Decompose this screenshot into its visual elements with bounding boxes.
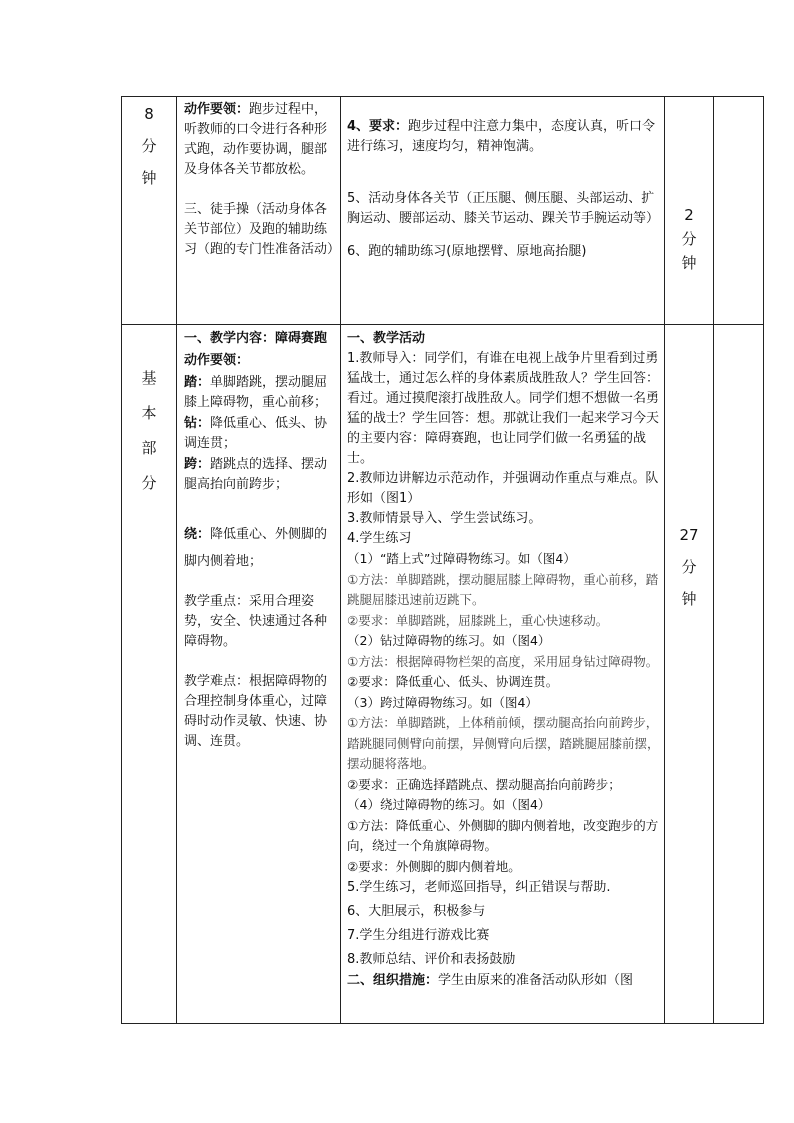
activity-line-16: ②要求：外侧脚的脚内侧着地。 <box>347 858 521 874</box>
activity-title: 一、教学活动 <box>347 331 426 346</box>
duration-27: 27 <box>679 526 699 544</box>
essentials-label: 动作要领： <box>184 353 250 368</box>
teaching-activity-cell <box>341 325 665 1024</box>
requirements-label: 4、要求： <box>347 119 409 134</box>
duration-cell <box>665 97 714 325</box>
step-zuan-text: 降低重心、低头、协调连贯； <box>184 416 328 451</box>
activity-line-5: （1）“踏上式”过障碍物练习。如（图4） <box>347 551 576 566</box>
step-ta-label: 踏： <box>184 375 211 390</box>
step-rao <box>184 521 335 575</box>
running-drill-item: 6、跑的辅助练习(原地摆臂、原地高抬腿) <box>347 244 587 259</box>
duration-zhong: 钟 <box>681 590 697 608</box>
lesson-plan-table <box>121 96 764 1024</box>
activity-line-11: （3）跨过障碍物练习。如（图4） <box>347 694 538 710</box>
activity-line-6: ①方法：单脚踏跳，摆动腿屈膝上障碍物，重心前移，踏跳腿屈膝迅速前迈跳下。 <box>347 571 659 607</box>
difficulty-point: 教学难点：根据障碍物的合理控制身体重心，过障碍时动作灵敏、快速、协调、连贯。 <box>184 674 328 749</box>
step-kua-text: 踏跳点的选择、摆动腿高抬向前跨步； <box>184 457 328 492</box>
section-label-cell <box>122 325 177 1024</box>
activity-line-14: （4）绕过障碍物的练习。如（图4） <box>347 797 551 812</box>
joint-activity-item: 5、活动身体各关节（正压腿、侧压腿、头部运动、扩胸运动、腰部运动、膝关节运动、踝关节手腕运动等） <box>347 191 660 226</box>
essentials-text: 跑步过程中，听教师的口令进行各种形式跑，动作要协调，腿部及身体各关节都放松。 <box>184 102 328 177</box>
notes-cell <box>714 97 764 325</box>
step-rao-text: 降低重心、外侧脚的脚内侧着地； <box>184 527 328 569</box>
step-kua <box>184 455 335 495</box>
step-rao-label: 绕： <box>184 527 211 542</box>
essentials-label: 动作要领： <box>184 102 250 117</box>
activity-line-10: ②要求：降低重心、低头、协调连贯。 <box>347 674 559 689</box>
section-time-fen: 分 <box>141 137 157 155</box>
section-label-bu: 部 <box>141 439 157 457</box>
duration-fen: 分 <box>681 558 697 576</box>
activity-line-17: 5.学生练习，老师巡回指导，纠正错误与帮助. <box>347 880 611 895</box>
step-zuan <box>184 414 335 454</box>
essentials-paragraph <box>184 100 335 180</box>
table-row <box>122 325 764 1024</box>
activity-line-9: ①方法：根据障碍物栏架的高度，采用屈身钻过障碍物。 <box>347 653 659 669</box>
requirements-cell <box>341 97 665 325</box>
organization-text: 学生由原来的准备活动队形如（图 <box>438 973 634 988</box>
content-title: 一、教学内容：障碍赛跑 <box>184 331 328 346</box>
activity-line-7: ②要求：单脚踏跳，屈膝跳上，重心快速移动。 <box>347 612 609 628</box>
duration-fen: 分 <box>681 230 697 248</box>
warmup-text: 三、徒手操（活动身体各关节部位）及跑的辅助练习（跑的专门性准备活动） <box>184 202 341 257</box>
section-label-fen: 分 <box>141 474 157 492</box>
requirements-text: 跑步过程中注意力集中，态度认真，听口令进行练习，速度均匀，精神饱满。 <box>347 119 656 154</box>
essentials-cell <box>177 97 341 325</box>
activity-line-4: 4.学生练习 <box>347 531 412 546</box>
section-time-8: 8 <box>144 105 154 123</box>
activity-line-2: 2.教师边讲解边示范动作，并强调动作重点与难点。队形如（图1） <box>347 471 659 506</box>
duration-zhong: 钟 <box>681 254 697 272</box>
section-time-zhong: 钟 <box>141 169 157 187</box>
section-label-ji: 基 <box>141 369 157 387</box>
activity-line-12: ①方法：单脚踏跳，上体稍前倾，摆动腿高抬向前跨步，踏跳腿同侧臂向前摆，异侧臂向后摆，踏跳腿屈膝前摆，摆动腿将落地。 <box>347 715 660 771</box>
section-label-ben: 本 <box>141 404 157 422</box>
duration-2: 2 <box>684 206 694 224</box>
activity-line-13: ②要求：正确选择踏跳点、摆动腿高抬向前跨步； <box>347 776 621 792</box>
organization-paragraph <box>347 971 660 991</box>
activity-line-8: （2）钻过障碍物的练习。如（图4） <box>347 633 551 648</box>
table-row <box>122 97 764 325</box>
step-ta-text: 单脚踏跳，摆动腿屈膝上障碍物，重心前移； <box>184 375 328 410</box>
step-ta <box>184 373 335 413</box>
requirements-paragraph <box>347 117 660 157</box>
organization-label: 二、组织措施： <box>347 973 439 988</box>
activity-line-1: 1.教师导入：同学们，有谁在电视上战争片里看到过勇猛战士，通过怎么样的身体素质战胜敌人？学生回答：看过。通过摸爬滚打战胜敌人。同学们想不想做一名勇猛的战士？学生回答：想。那就让我们一起来学习今天的主要内容：障碍赛跑，也让同学们做一名勇猛的战士。 <box>347 351 660 466</box>
activity-line-20: 8.教师总结、评价和表扬鼓励 <box>347 952 516 967</box>
activity-line-19: 7.学生分组进行游戏比赛 <box>347 928 490 943</box>
notes-cell <box>714 325 764 1024</box>
teaching-content-cell <box>177 325 341 1024</box>
step-zuan-label: 钻： <box>184 416 211 431</box>
activity-line-3: 3.教师情景导入、学生尝试练习。 <box>347 511 542 526</box>
activity-line-15: ①方法：降低重心、外侧脚的脚内侧着地，改变跑步的方向，绕过一个角旗障碍物。 <box>347 817 659 853</box>
section-time-cell <box>122 97 177 325</box>
duration-cell <box>665 325 714 1024</box>
activity-line-18: 6、大胆展示，积极参与 <box>347 904 486 919</box>
step-kua-label: 跨： <box>184 457 211 472</box>
key-point: 教学重点：采用合理姿势，安全、快速通过各种障碍物。 <box>184 594 328 649</box>
